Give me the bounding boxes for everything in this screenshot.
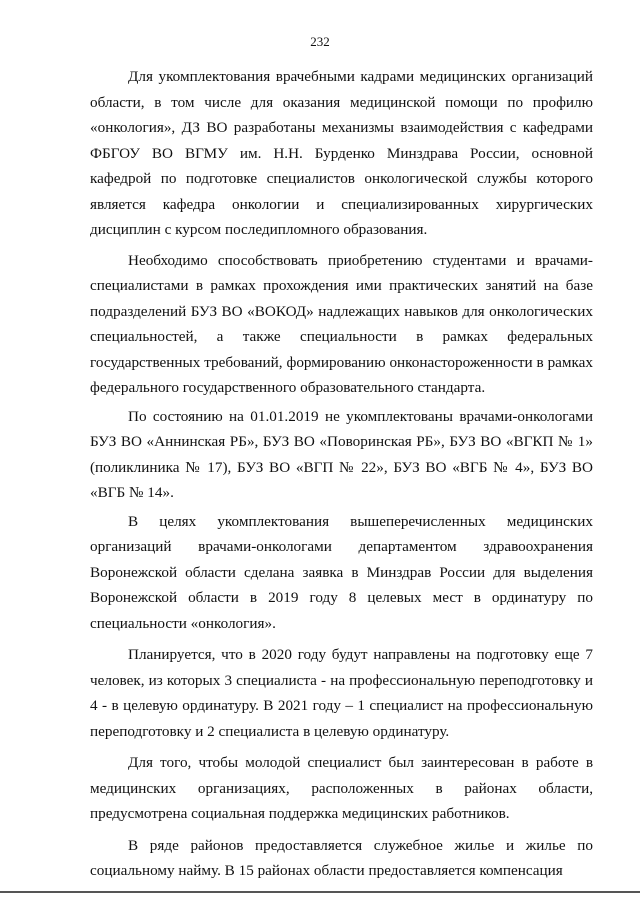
paragraph-staffing-mechanisms: Для укомплектования врачебными кадрами медицинских организаций области, в том числе для оказания медицинской помощи по профилю «онкология», ДЗ ВО разработаны механизмы взаимодействия с кафедрами ФБГОУ ВО ВГМУ им. Н.Н. Бурденко Минздрава России, основной кафедрой по подготовке специалистов онкологической службы которого является кафедра онкологии и специализированных хирургических дисциплин с курсом последипломного образования. (90, 68, 593, 238)
paragraph-practical-skills: Необходимо способствовать приобретению студентами и врачами-специалистами в рамках прохождения ими практических занятий на базе подразделений БУЗ ВО «ВОКОД» надлежащих навыков для онкологических специальностей, а также специальности в рамках федеральных государственных требований, формированию онконастороженности в рамках федерального государственного образовательного стандарта. (90, 251, 593, 396)
document-body (90, 64, 593, 884)
paragraph-unstaffed-organizations: По состоянию на 01.01.2019 не укомплектованы врачами-онкологами БУЗ ВО «Аннинская РБ», БУЗ ВО «Поворинская РБ», БУЗ ВО «ВГКП № 1» (поликлиника № 17), БУЗ ВО «ВГП № 22», БУЗ ВО «ВГБ № 4», БУЗ ВО «ВГБ № 14». (90, 407, 593, 501)
paragraph-housing-compensation: В ряде районов предоставляется служебное жилье и жилье по социальному найму. В 15 районах области предоставляется компенсация (90, 836, 593, 879)
page-number: 232 (310, 34, 330, 49)
scan-bottom-edge (0, 891, 640, 893)
paragraph-residency-request: В целях укомплектования вышеперечисленных медицинских организаций врачами-онкологами департаментом здравоохранения Воронежской области сделана заявка в Минздрав России для выделения Воронежской области в 2019 году 8 целевых мест в ординатуру по специальности «онкология». (90, 512, 593, 632)
paragraph-social-support: Для того, чтобы молодой специалист был заинтересован в работе в медицинских организациях, расположенных в районах области, предусмотрена социальная поддержка медицинских работников. (90, 754, 593, 822)
paragraph-training-plan: Планируется, что в 2020 году будут направлены на подготовку еще 7 человек, из которых 3 специалиста - на профессиональную переподготовку и 4 - в целевую ординатуру. В 2021 году – 1 специалист на профессиональную переподготовку и 2 специалиста в целевую ординатуру. (90, 646, 593, 740)
